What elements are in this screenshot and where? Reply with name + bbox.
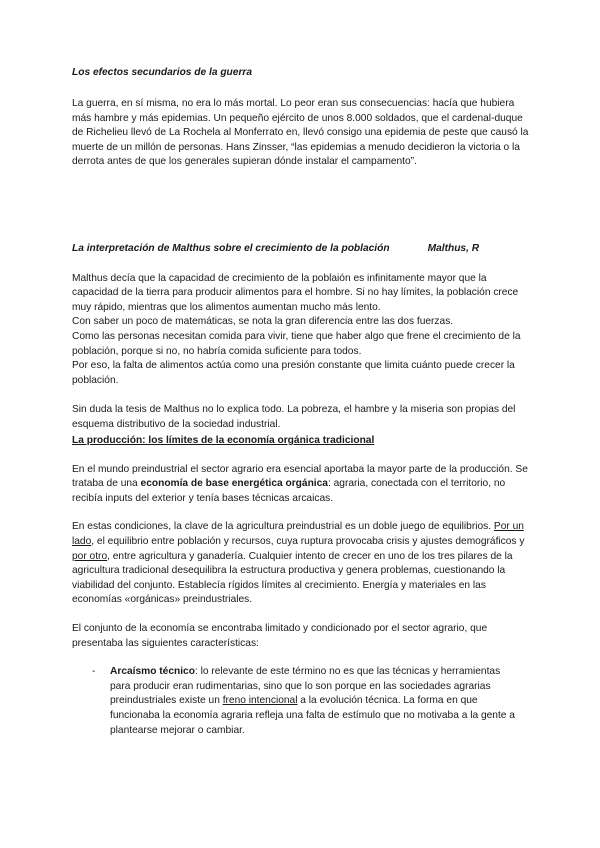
paragraph-malthus-3: Como las personas necesitan comida para vivir, tiene que haber algo que frene el crecimiento de la población, porque si no, no habría comida suficiente para todos. [72, 330, 521, 357]
underlined-phrase: freno intencional [222, 695, 298, 707]
section-title-row-malthus [72, 242, 532, 257]
paragraph-production-2 [72, 520, 532, 608]
section-title-production: La producción: los límites de la economía orgánica tradicional [72, 435, 375, 446]
paragraph-production-1 [72, 463, 532, 507]
text-run: , el equilibrio entre población y recursos, cuya ruptura provocaba crisis y ajustes demográficos y [91, 535, 525, 547]
paragraph-malthus-5: Sin duda la tesis de Malthus no lo explica todo. La pobreza, el hambre y la miseria son propias del esquema distributivo de la sociedad industrial. [72, 404, 516, 430]
paragraph-malthus-2: Con saber un poco de matemáticas, se nota la gran diferencia entre las dos fuerzas. [72, 316, 454, 328]
section-title-war-effects: Los efectos secundarios de la guerra [72, 67, 253, 78]
text-run: : lo relevante de este término no es que las técnicas y herramientas para producir eran rudimentarias, sino que lo son porque en las sociedades agrarias preindustriales existe un [110, 666, 501, 707]
bold-term: Arcaísmo técnico [110, 666, 195, 678]
paragraph-war-effects: La guerra, en sí misma, no era lo más mortal. Lo peor eran sus consecuencias: hacía que hubiera más hambre y más epidemias. Un pequeño ejército de unos 8.000 soldados, que el cardenal-duque de Richelieu llevó de La Rochela al Monferrato en, llevó consigo una epidemia de peste que causó la muerte de un millón de personas. Hans Zinsser, “las epidemias a menudo decidieron la victoria o la derrota antes de que los generales supieran dónde instalar el campamento”. [72, 98, 529, 168]
underlined-phrase: por otro [72, 550, 108, 562]
text-run: , entre agricultura y ganadería. Cualquier intento de crecer en uno de los tres pilares de la agricultura tradicional desequilibra la estructura productiva y genera problemas, cuestionando la viabilidad del conjunto. Establecía rígidos límites al crecimiento. Energía y materiales en las economías «orgánicas» preindustriales. [72, 550, 513, 606]
paragraph-production-3: El conjunto de la economía se encontraba limitado y condicionado por el sector agrario, que presentaba las siguientes características: [72, 622, 488, 649]
paragraph-malthus-1: Malthus decía que la capacidad de crecimiento de la poblaión es infinitamente mayor que la capacidad de la tierra para producir alimentos para el hombre. Si no hay límites, la población crece muy rápido, mientras que los alimentos aumentan mucho más lento. [72, 272, 519, 313]
text-run: a la evolución técnica. La forma en que funcionaba la economía agraria refleja una falta de estímulo que no motivaba a la gente a plantearse mejorar o cambiar. [110, 695, 515, 736]
text-run: En el mundo preindustrial el sector agrario era esencial aportaba la mayor parte de la producción. Se trataba de una [72, 463, 528, 490]
author-name: Malthus, R [427, 243, 480, 254]
underlined-phrase: Por un lado [72, 521, 524, 547]
text-run: : agraria, conectada con el territorio, no recibía inputs del exterior y tenía bases técnicas arcaicas. [72, 478, 506, 504]
paragraph-malthus-4: Por eso, la falta de alimentos actúa como una presión constante que limita cuánto puede crecer la población. [72, 360, 515, 386]
section-production [72, 434, 532, 738]
text-run: En estas condiciones, la clave de la agricultura preindustrial es un doble juego de equilibrios. [72, 521, 494, 533]
section-title-malthus: La interpretación de Malthus sobre el crecimiento de la población [72, 243, 390, 254]
bold-term: economía de base energética orgánica [140, 478, 328, 490]
characteristics-list [72, 665, 532, 738]
list-bullet: - [92, 666, 96, 678]
list-item [110, 665, 532, 738]
section-malthus [72, 242, 532, 433]
